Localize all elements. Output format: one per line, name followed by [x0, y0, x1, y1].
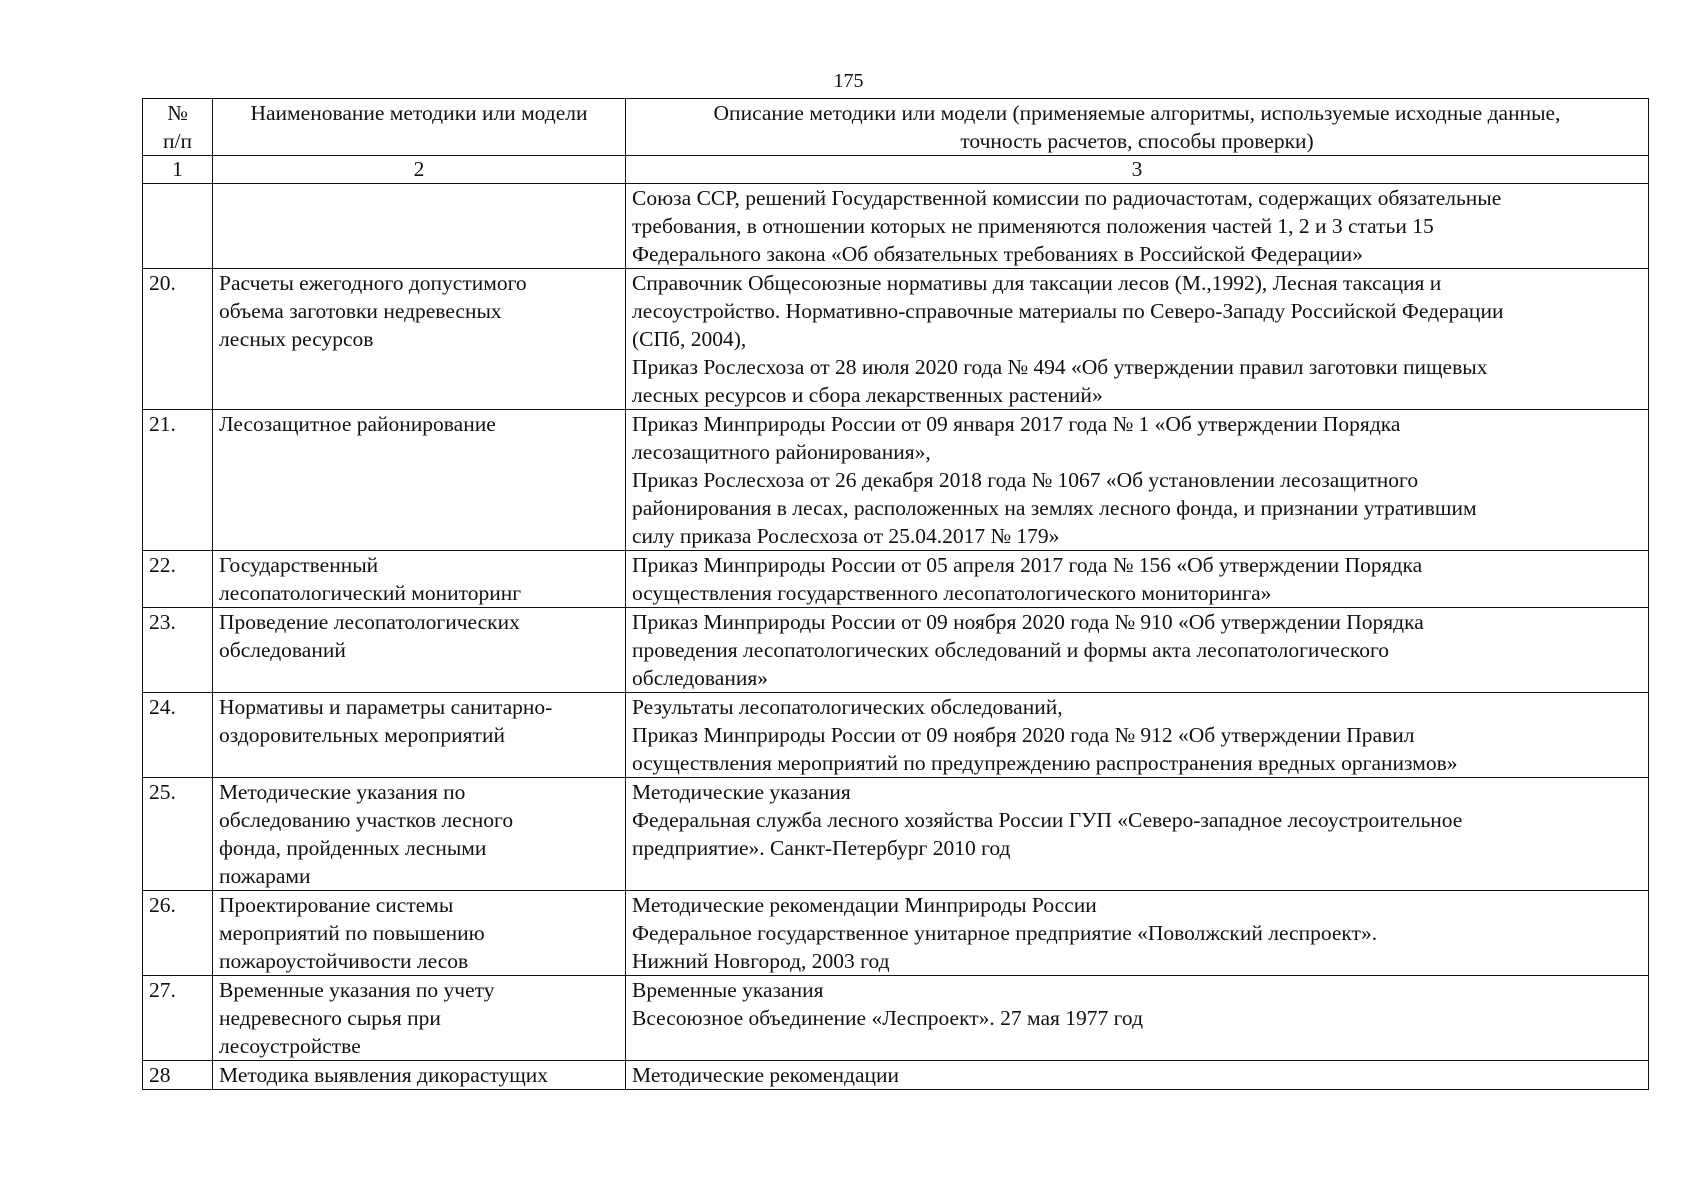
- method-name-line: объема заготовки недревесных: [219, 299, 502, 323]
- method-name: [213, 778, 626, 891]
- column-number: 2: [213, 156, 626, 184]
- method-name-line: обследованию участков лесного: [219, 808, 514, 832]
- row-number: 24.: [143, 693, 213, 778]
- method-name-line: Методика выявления дикорастущих: [219, 1063, 549, 1087]
- table-body: [143, 184, 1649, 1090]
- method-description-line: Нижний Новгород, 2003 год: [632, 949, 890, 973]
- column-number: 3: [626, 156, 1649, 184]
- method-description: [626, 1061, 1649, 1090]
- table-row: [143, 693, 1649, 778]
- row-number: 28: [143, 1061, 213, 1090]
- method-description-line: лесных ресурсов и сбора лекарственных растений»: [632, 383, 1103, 407]
- method-name-line: лесоустройстве: [219, 1034, 361, 1058]
- column-number: 1: [143, 156, 213, 184]
- row-number: 23.: [143, 608, 213, 693]
- method-description-line: Всесоюзное объединение «Леспроект». 27 мая 1977 год: [632, 1006, 1144, 1030]
- method-name-line: недревесного сырья при: [219, 1006, 441, 1030]
- column-numbers-row: [143, 156, 1649, 184]
- method-description-line: Приказ Рослесхоза от 26 декабря 2018 года № 1067 «Об установлении лесозащитного: [632, 468, 1419, 492]
- table-row: [143, 184, 1649, 269]
- method-name-line: обследований: [219, 638, 346, 662]
- method-name-line: лесных ресурсов: [219, 327, 374, 351]
- method-name-line: оздоровительных мероприятий: [219, 723, 505, 747]
- method-name-line: Лесозащитное районирование: [219, 412, 496, 436]
- method-description-line: силу приказа Рослесхоза от 25.04.2017 № 179»: [632, 524, 1060, 548]
- method-name-line: Государственный: [219, 553, 379, 577]
- method-name-line: Нормативы и параметры санитарно-: [219, 695, 553, 719]
- table-row: [143, 891, 1649, 976]
- method-name-line: фонда, пройденных лесными: [219, 836, 487, 860]
- method-description-line: Методические указания: [632, 780, 851, 804]
- method-description-line: Федеральное государственное унитарное предприятие «Поволжский леспроект».: [632, 921, 1378, 945]
- method-name-line: Проведение лесопатологических: [219, 610, 520, 634]
- table-row: [143, 608, 1649, 693]
- method-description-line: Приказ Рослесхоза от 28 июля 2020 года № 494 «Об утверждении правил заготовки пищевых: [632, 355, 1488, 379]
- method-description: [626, 608, 1649, 693]
- row-number: [143, 184, 213, 269]
- method-description-line: (СПб, 2004),: [632, 327, 747, 351]
- method-name: [213, 551, 626, 608]
- header-name: Наименование методики или модели: [213, 99, 626, 156]
- method-description-line: требования, в отношении которых не применяются положения частей 1, 2 и 3 статьи 15: [632, 214, 1434, 238]
- method-name: [213, 976, 626, 1061]
- method-description: [626, 778, 1649, 891]
- method-description: [626, 976, 1649, 1061]
- method-description: [626, 693, 1649, 778]
- method-name: [213, 1061, 626, 1090]
- method-name-line: пожароустойчивости лесов: [219, 949, 469, 973]
- method-name: [213, 608, 626, 693]
- method-description: [626, 891, 1649, 976]
- methods-table: [142, 98, 1649, 1090]
- method-name-line: мероприятий по повышению: [219, 921, 485, 945]
- row-number: 21.: [143, 410, 213, 551]
- method-description-line: лесоустройство. Нормативно-справочные материалы по Северо-Западу Российской Федерации: [632, 299, 1504, 323]
- method-description-line: Приказ Минприроды России от 09 ноября 2020 года № 912 «Об утверждении Правил: [632, 723, 1415, 747]
- method-description-line: обследования»: [632, 666, 768, 690]
- page-number: 175: [833, 70, 864, 92]
- method-description-line: Методические рекомендации Минприроды России: [632, 893, 1097, 917]
- method-description: [626, 269, 1649, 410]
- method-description-line: Приказ Минприроды России от 09 января 2017 года № 1 «Об утверждении Порядка: [632, 412, 1401, 436]
- method-name-line: лесопатологический мониторинг: [219, 581, 522, 605]
- method-description-line: районирования в лесах, расположенных на землях лесного фонда, и признании утратившим: [632, 496, 1477, 520]
- method-name-line: Расчеты ежегодного допустимого: [219, 271, 527, 295]
- table-row: [143, 551, 1649, 608]
- method-description-line: проведения лесопатологических обследований и формы акта лесопатологического: [632, 638, 1389, 662]
- method-description: [626, 410, 1649, 551]
- method-description-line: Приказ Минприроды России от 09 ноября 2020 года № 910 «Об утверждении Порядка: [632, 610, 1424, 634]
- row-number: 20.: [143, 269, 213, 410]
- method-description-line: Союза ССР, решений Государственной комиссии по радиочастотам, содержащих обязательные: [632, 186, 1502, 210]
- table-row: [143, 976, 1649, 1061]
- method-name: [213, 184, 626, 269]
- method-name-line: пожарами: [219, 864, 311, 888]
- table-row: [143, 410, 1649, 551]
- method-name-line: Временные указания по учету: [219, 978, 495, 1002]
- method-description-line: лесозащитного районирования»,: [632, 440, 931, 464]
- method-description: [626, 184, 1649, 269]
- row-number: 26.: [143, 891, 213, 976]
- row-number: 27.: [143, 976, 213, 1061]
- method-name-line: Методические указания по: [219, 780, 466, 804]
- table-row: [143, 778, 1649, 891]
- method-description-line: Федерального закона «Об обязательных требованиях в Российской Федерации»: [632, 242, 1363, 266]
- method-description-line: Результаты лесопатологических обследований,: [632, 695, 1063, 719]
- method-description-line: осуществления государственного лесопатологического мониторинга»: [632, 581, 1272, 605]
- method-description-line: Приказ Минприроды России от 05 апреля 2017 года № 156 «Об утверждении Порядка: [632, 553, 1423, 577]
- method-name: [213, 693, 626, 778]
- header-description: Описание методики или модели (применяемые алгоритмы, используемые исходные данные, точность расчетов, способы проверки): [626, 99, 1649, 156]
- method-description-line: Методические рекомендации: [632, 1063, 900, 1087]
- table-row: [143, 269, 1649, 410]
- method-description-line: Справочник Общесоюзные нормативы для таксации лесов (М.,1992), Лесная таксация и: [632, 271, 1442, 295]
- table-row: [143, 1061, 1649, 1090]
- method-description: [626, 551, 1649, 608]
- header-number: № п/п: [143, 99, 213, 156]
- method-name-line: Проектирование системы: [219, 893, 454, 917]
- method-name: [213, 891, 626, 976]
- table-header-row: [143, 99, 1649, 156]
- row-number: 25.: [143, 778, 213, 891]
- method-description-line: осуществления мероприятий по предупреждению распространения вредных организмов»: [632, 751, 1458, 775]
- method-name: [213, 269, 626, 410]
- row-number: 22.: [143, 551, 213, 608]
- method-name: [213, 410, 626, 551]
- method-description-line: предприятие». Санкт-Петербург 2010 год: [632, 836, 1011, 860]
- method-description-line: Федеральная служба лесного хозяйства России ГУП «Северо-западное лесоустроительное: [632, 808, 1463, 832]
- method-description-line: Временные указания: [632, 978, 824, 1002]
